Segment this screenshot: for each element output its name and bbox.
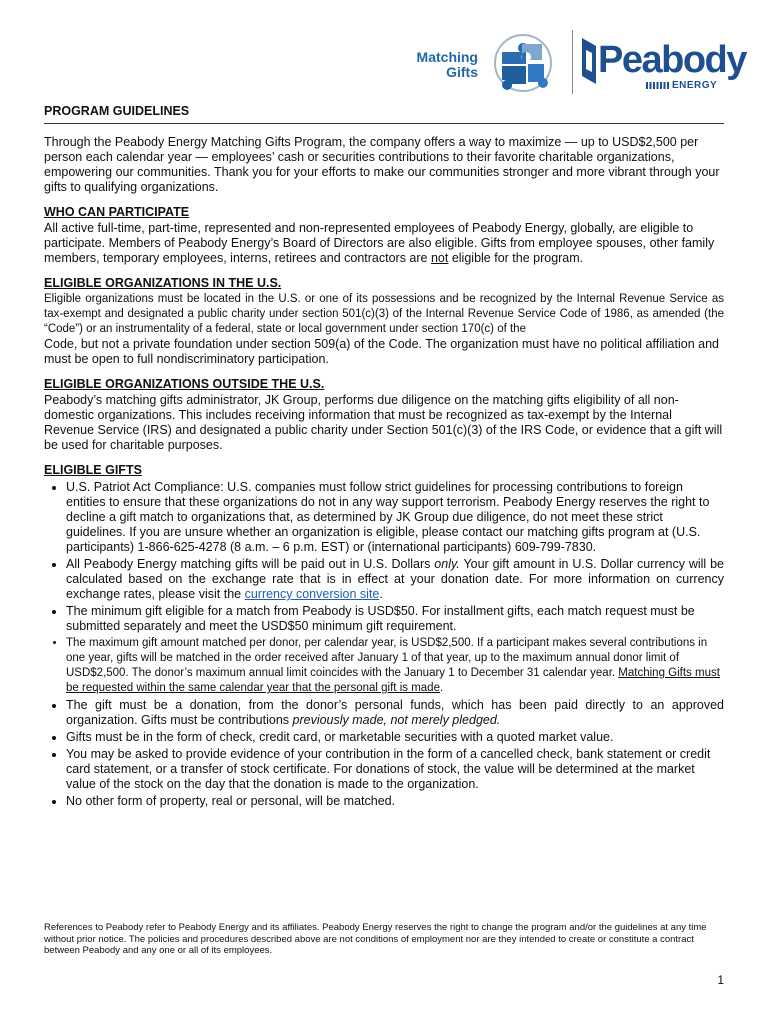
eligible-gifts-list — [44, 480, 724, 809]
section-text: Peabody’s matching gifts administrator, JK Group, performs due diligence on the matching gifts eligibility of all non-domestic organizations. This includes receiving information that must be recognized as tax-exempt by the Internal Revenue Service (IRS) and designated a public charity under Section 501(c)(3) of the IRS Code, or evidence that a gift will be used for charitable purposes. — [44, 393, 723, 452]
energy-stripes — [646, 82, 670, 89]
section-eligible-orgs-outside-us — [44, 377, 724, 453]
section-eligible-orgs-us — [44, 276, 724, 367]
section-text: Code, but not a private foundation under section 509(a) of the Code. The organization must have no political affiliation and must be open to full nondiscriminatory participation. — [44, 337, 719, 366]
peabody-logo-text: Peabody — [598, 39, 746, 81]
footer-disclaimer: References to Peabody refer to Peabody Energy and its affiliates. Peabody Energy reserves the right to change the program and/or the guidelines at any time without prior notice. The policies and procedures described above are not conditions of employment nor are they intended to create or constitute a contract between Peabody and any one or all of its employees. — [44, 922, 707, 956]
header-logos — [400, 28, 746, 98]
logo-divider — [572, 30, 573, 94]
not-emphasis: not — [430, 251, 449, 265]
energy-logo-text: ENERGY — [672, 80, 718, 91]
guidelines-document — [44, 104, 724, 811]
list-item: • The maximum gift amount matched per donor, per calendar year, is USD$2,500. If a participant makes several contributions in one year, gifts will be matched in the order received after January 1 of that year, up to the maximum annual donor limit of USD$2,500. The donor’s maximum annual limit coincides with the January 1 to December 31 calendar year. Matching Gifts must be requested within the same calendar year that the personal gift is made. — [66, 636, 724, 696]
section-eligible-gifts — [44, 463, 724, 809]
section-title: ELIGIBLE ORGANIZATIONS IN THE U.S. — [44, 276, 282, 290]
matching-gifts-logo-text — [408, 50, 478, 80]
section-who-can-participate — [44, 205, 724, 266]
section-text-small: Eligible organizations must be located in the U.S. or one of its possessions and be recognized by the Internal Revenue Service as tax-exempt and designated a public charity under section 501(c)(3) of the Internal Revenue Service Code of 1986, as amended (the “Code”) or an instrumentality of a federal, state or local government under section 170(c) of the — [44, 293, 724, 335]
currency-conversion-link[interactable]: currency conversion site — [244, 587, 380, 601]
list-item: • The minimum gift eligible for a match from Peabody is USD$50. For installment gifts, each match request must be submitted separately and meet the USD$50 minimum gift requirement. — [66, 604, 724, 634]
section-title: ELIGIBLE ORGANIZATIONS OUTSIDE THE U.S. — [44, 377, 325, 391]
peabody-emblem-icon — [578, 36, 600, 86]
list-item: • The gift must be a donation, from the donor’s personal funds, which has been paid directly to an approved organization. Gifts must be contributions previously made, not merely pledged. — [66, 698, 724, 728]
matching-logo-line1: Matching — [416, 49, 478, 65]
page-number: 1 — [717, 973, 724, 987]
intro-paragraph: Through the Peabody Energy Matching Gifts Program, the company offers a way to maximize — up to USD$2,500 per person each calendar year — employees’ cash or securities contributions to their favorite charitable organizations, empowering our communities. Thank you for your efforts to make our communities stronger and more vibrant through your gifts to qualifying organizations. — [44, 135, 720, 194]
section-text: All active full-time, part-time, represented and non-represented employees of Peabody Energy, globally, are eligible to participate. Members of Peabody Energy’s Board of Directors are also eligible. Gifts from employee spouses, other family members, temporary employees, interns, retirees and contractors are not eligible for the program. — [44, 221, 715, 265]
matching-gifts-puzzle-icon — [492, 32, 554, 94]
list-item: • No other form of property, real or personal, will be matched. — [66, 794, 724, 809]
section-title: WHO CAN PARTICIPATE — [44, 205, 190, 219]
list-item: • U.S. Patriot Act Compliance: U.S. companies must follow strict guidelines for processing contributions to foreign entities to ensure that these organizations do not in any way support terrorism. Peabody Energy reserves the right to decline a gift match to organizations that, as determined by JK Group due diligence, do not meet these strict guidelines. If you are unsure whether an organization is eligible, please contact our matching gifts program at (U.S. participants) 1-866-625-4278 (8 a.m. – 6 p.m. EST) or (international participants) 609-799-7830. — [66, 480, 724, 555]
section-title: ELIGIBLE GIFTS — [44, 463, 142, 477]
list-item: • You may be asked to provide evidence of your contribution in the form of a cancelled check, bank statement or credit card statement, or a transfer of stock certificate. For donations of stock, the value will be determined at the market value of the stock on the day that the donation is made to the organization. — [66, 747, 724, 792]
page-title: PROGRAM GUIDELINES — [44, 104, 724, 124]
list-item: • Gifts must be in the form of check, credit card, or marketable securities with a quoted market value. — [66, 730, 724, 745]
list-item: • All Peabody Energy matching gifts will be paid out in U.S. Dollars only. Your gift amount in U.S. Dollar currency will be calculated based on the exchange rate that is in effect at your donation date. For more information on currency exchange rates, please visit the currency conversion site. — [66, 557, 724, 602]
matching-logo-line2: Gifts — [446, 64, 478, 80]
